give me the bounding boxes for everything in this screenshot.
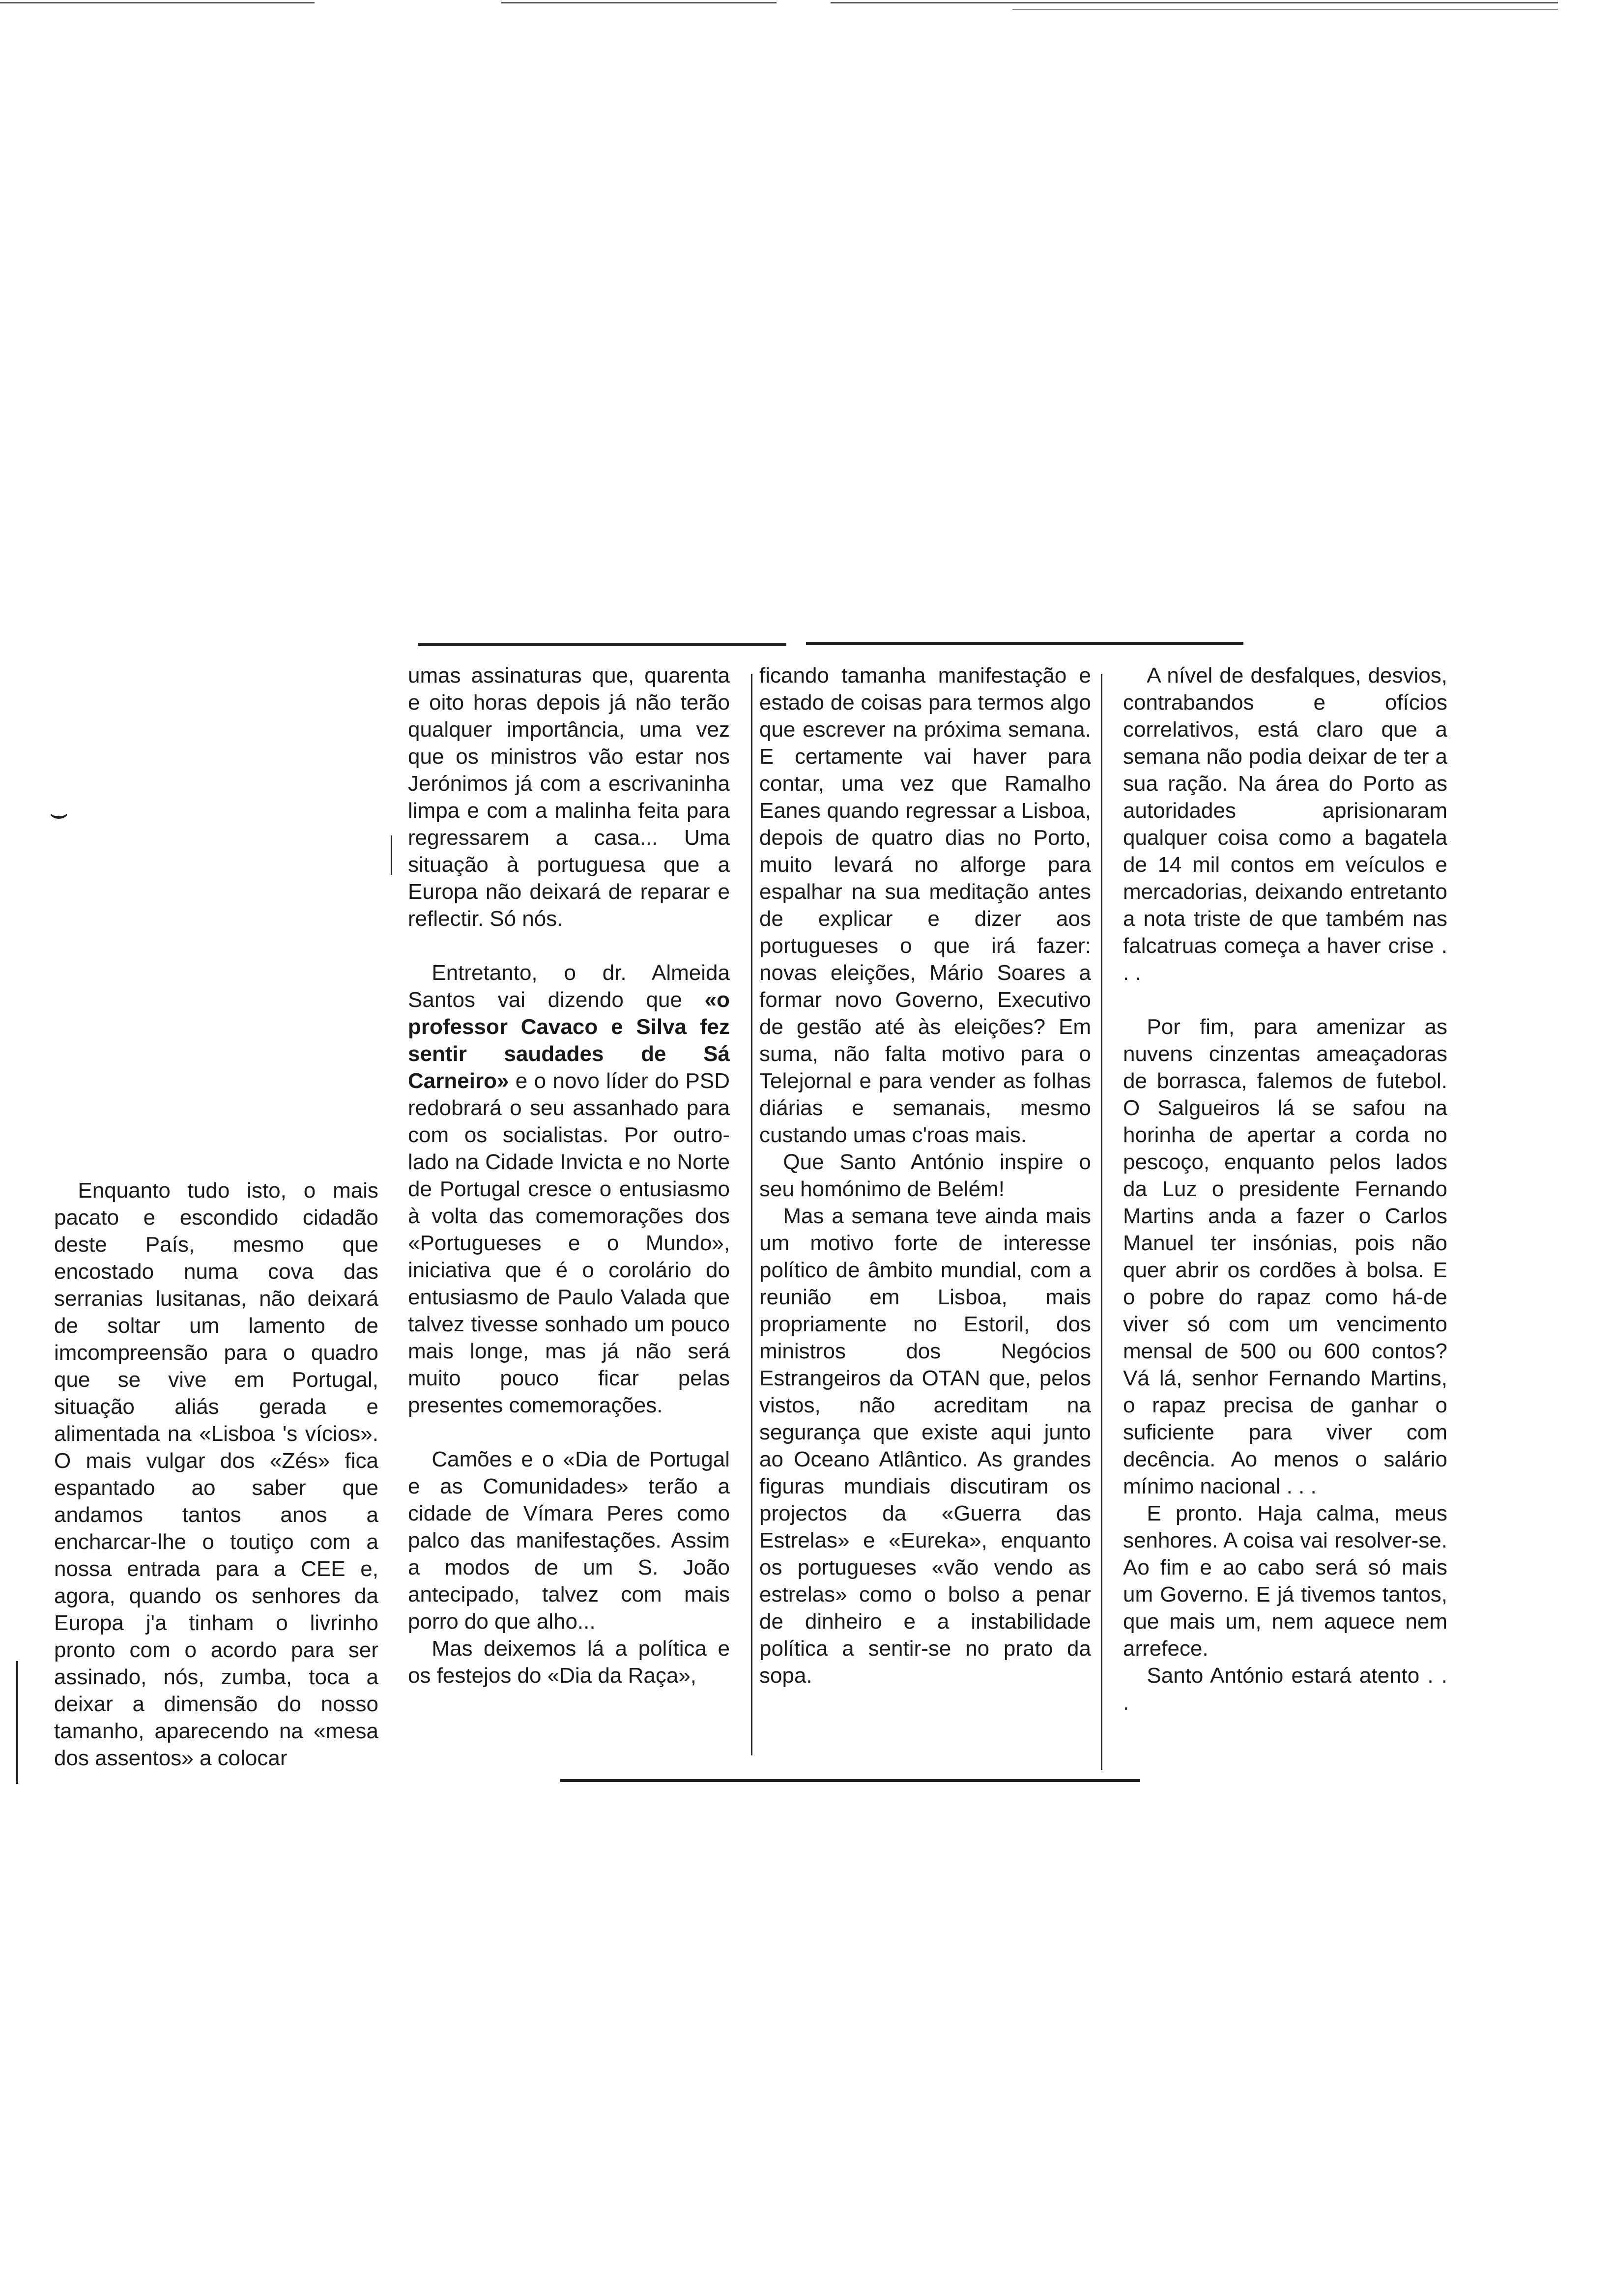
top-rule-4 <box>1012 9 1558 10</box>
paragraph: Mas deixemos lá a política e os festejos do «Dia da Raça», <box>408 1636 730 1688</box>
paragraph: Santo António estará atento . . . <box>1123 1664 1447 1715</box>
margin-bar-small <box>391 835 392 875</box>
paragraph <box>408 959 730 1419</box>
paragraph: ficando tamanha manifestação e estado de coisas para termos algo que escrever na próxima semana. E certamente vai haver para contar, uma vez que Ramalho Eanes quando regressar a Lisboa, depois de quatro dias no Porto, muito levará no alforge para espalhar na sua meditação antes de explicar e dizer aos portugueses o que irá fazer: novas eleições, Mário Soares a formar novo Governo, Executivo de gestão até às eleições? Em suma, não falta motivo para o Telejornal e para vender as folhas diárias e semanais, mesmo custando umas c'roas mais. <box>759 663 1091 1147</box>
article-top-rule-right <box>806 642 1243 645</box>
paragraph: E pronto. Haja calma, meus senhores. A coisa vai resolver-se. Ao fim e ao cabo será só mais um Governo. E já tivemos tantos, que mais um, nem aquece nem arrefece. <box>1123 1501 1447 1661</box>
column-separator-1 <box>751 674 752 1755</box>
article-bottom-rule <box>560 1779 1140 1782</box>
article-column-1 <box>54 1177 378 1772</box>
paragraph: A nível de desfalques, desvios, contrabandos e ofícios correlativos, está claro que a semana não podia deixar de ter a sua ração. Na área do Porto as autoridades aprisionaram qualquer coisa como a bagatela de 14 mil contos em veículos e mercadorias, deixando entretanto a nota triste de que também nas falcatruas começa a haver crise . . . <box>1123 663 1447 985</box>
top-rule-3 <box>831 2 1558 3</box>
paragraph: Camões e o «Dia de Portugal e as Comunidades» terão a cidade de Vímara Peres como palco das manifestações. Assim a modos de um S. João antecipado, talvez com mais porro do que alho... <box>408 1447 730 1634</box>
paragraph: umas assinaturas que, quarenta e oito horas depois já não terão qualquer importância, uma vez que os ministros vão estar nos Jerónimos já com a escrivaninha limpa e com a malinha feita para regressarem a casa... Uma situação à portuguesa que a Europa não deixará de reparar e reflectir. Só nós. <box>408 663 730 931</box>
article-column-3 <box>759 662 1091 1689</box>
article-column-2 <box>408 662 730 1689</box>
column-separator-2 <box>1101 674 1102 1770</box>
article-top-rule-left <box>418 643 786 646</box>
paragraph: Enquanto tudo isto, o mais pacato e escondido cidadão deste País, mesmo que encostado numa cova das serranias lusitanas, não deixará de soltar um lamento de imcompreensão para o quadro que se vive em Portugal, situação aliás gerada e alimentada na «Lisboa 's vícios». O mais vulgar dos «Zés» fica espantado ao saber que andamos tantos anos a encharcar-lhe o toutiço com a nossa entrada para a CEE e, agora, quando os senhores da Europa j'a tinham o livrinho pronto com o acordo para ser assinado, nós, zumba, toca a deixar a dimensão do nosso tamanho, aparecendo na «mesa dos assentos» a colocar <box>54 1178 378 1770</box>
inline-text: Entretanto, o dr. Almeida Santos vai dizendo que <box>408 961 730 1012</box>
article-column-4 <box>1123 662 1447 1716</box>
top-rule-2 <box>501 2 777 3</box>
paragraph: Que Santo António inspire o seu homónimo de Belém! <box>759 1150 1091 1201</box>
bold-quote: «o professor Cavaco e Silva fez sentir saudades de Sá Carneiro» <box>408 988 730 1093</box>
left-margin-bar <box>16 1661 18 1784</box>
margin-mark-bracket: ⌣ <box>49 797 69 830</box>
paragraph: Mas a semana teve ainda mais um motivo forte de interesse político de âmbito mundial, com a reunião em Lisboa, mais propriamente no Estoril, dos ministros dos Negócios Estrangeiros da OTAN que, pelos vistos, não acreditam na segurança que existe aqui junto ao Oceano Atlântico. As grandes figuras mundiais discutiram os projectos da «Guerra das Estrelas» e «Eureka», enquanto os portugueses «vão vendo as estrelas» como o bolso a penar de dinheiro e a instabilidade política a sentir-se no prato da sopa. <box>759 1204 1091 1688</box>
inline-text: e o novo líder do PSD redobrará o seu assanhado para com os socialistas. Por outro-lado na Cidade Invicta e no Norte de Portugal cresce o entusiasmo à volta das comemorações dos «Portugueses e o Mundo», iniciativa que é o corolário do entusiasmo de Paulo Valada que talvez tivesse sonhado um pouco mais longe, mas já não será muito pouco ficar pelas presentes comemorações. <box>408 1069 730 1417</box>
top-rule-1 <box>0 2 315 3</box>
paragraph: Por fim, para amenizar as nuvens cinzentas ameaçadoras de borrasca, falemos de futebol. O Salgueiros lá se safou na horinha de apertar a corda no pescoço, enquanto pelos lados da Luz o presidente Fernando Martins anda a fazer o Carlos Manuel ter insónias, pois não quer abrir os cordões à bolsa. E o pobre do rapaz como há-de viver só com um vencimento mensal de 500 ou 600 contos? Vá lá, senhor Fernando Martins, o rapaz precisa de ganhar o suficiente para viver com decência. Ao menos o salário mínimo nacional . . . <box>1123 1015 1447 1498</box>
